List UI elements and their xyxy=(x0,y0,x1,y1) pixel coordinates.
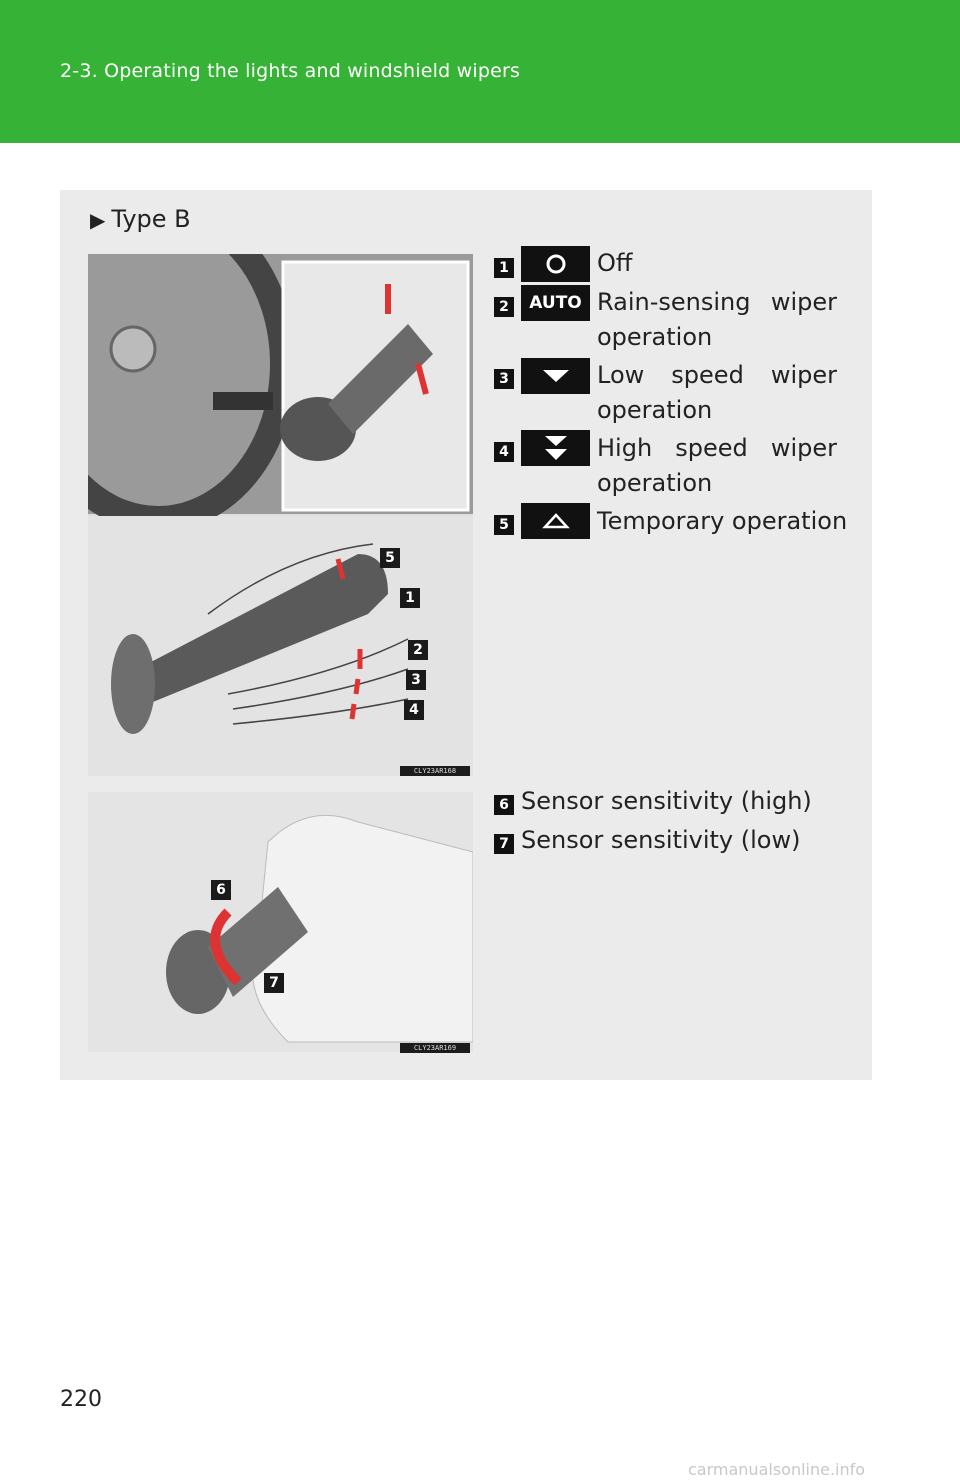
single-down-triangle-icon xyxy=(521,358,590,394)
legend-text-3a: Low speed wiper xyxy=(597,361,837,389)
lever-closeup-base xyxy=(111,634,155,734)
legend-num-7: 7 xyxy=(494,834,514,854)
wiper-lever-illustration xyxy=(88,254,473,776)
page-number: 220 xyxy=(60,1387,102,1412)
legend-num-3: 3 xyxy=(494,369,514,389)
legend-num-4: 4 xyxy=(494,442,514,462)
image-marker-4: 4 xyxy=(404,700,424,720)
image-marker-3: 3 xyxy=(406,670,426,690)
image-marker-5: 5 xyxy=(380,548,400,568)
image-marker-7: 7 xyxy=(264,973,284,993)
image-marker-6: 6 xyxy=(211,880,231,900)
legend-num-6: 6 xyxy=(494,795,514,815)
image-code-2: CLY23AR169 xyxy=(400,1043,470,1053)
legend-text-3b: operation xyxy=(597,396,713,424)
arrow-3 xyxy=(356,679,358,694)
legend-text-2b: operation xyxy=(597,323,713,351)
image-marker-1: 1 xyxy=(400,588,420,608)
wiper-lever-drawing xyxy=(88,254,473,776)
arrow-4 xyxy=(352,704,354,719)
legend-text-1: Off xyxy=(597,249,633,277)
legend-num-1: 1 xyxy=(494,258,514,278)
legend-num-5: 5 xyxy=(494,515,514,535)
lexus-logo xyxy=(111,327,155,371)
up-triangle-outline-icon xyxy=(521,503,590,539)
watermark: carmanualsonline.info xyxy=(688,1460,866,1479)
sensitivity-knob-drawing xyxy=(88,792,473,1052)
auto-icon: AUTO xyxy=(521,285,590,321)
sensitivity-knob-illustration xyxy=(88,792,473,1052)
legend-num-2: 2 xyxy=(494,297,514,317)
type-label-text: Type B xyxy=(111,205,191,233)
section-title: 2-3. Operating the lights and windshield wipers xyxy=(60,60,521,82)
image-code-1: CLY23AR168 xyxy=(400,766,470,776)
legend-text-4a: High speed wiper xyxy=(597,434,837,462)
legend-text-4b: operation xyxy=(597,469,713,497)
legend-text-5: Temporary operation xyxy=(597,507,848,535)
double-down-triangle-icon xyxy=(521,430,590,466)
off-circle-icon xyxy=(521,246,590,282)
type-label xyxy=(90,205,191,233)
legend-text-2a: Rain-sensing wiper xyxy=(597,288,837,316)
play-triangle-icon: ▶ xyxy=(90,208,106,232)
image-marker-2: 2 xyxy=(408,640,428,660)
legend-text-7: Sensor sensitivity (low) xyxy=(521,826,801,854)
legend-text-6: Sensor sensitivity (high) xyxy=(521,787,812,815)
lever-stalk xyxy=(213,392,273,410)
page-header xyxy=(0,0,960,143)
